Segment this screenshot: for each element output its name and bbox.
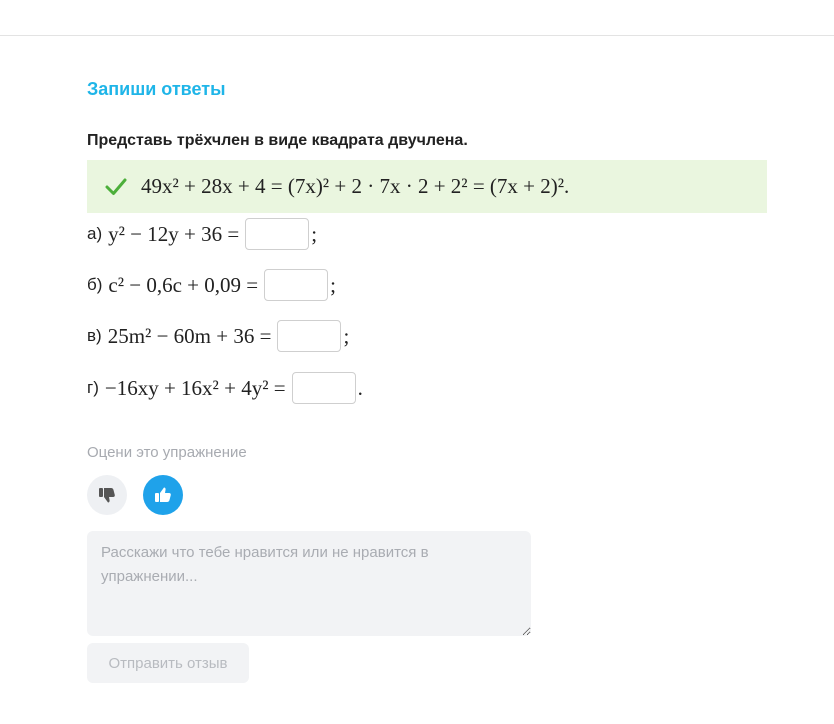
send-feedback-button[interactable]: Отправить отзыв: [87, 643, 249, 683]
thumbs-down-icon: [97, 485, 117, 505]
section-title: Запиши ответы: [87, 79, 226, 99]
task-expression: −16xy + 16x² + 4y² =: [104, 375, 286, 400]
like-button[interactable]: [143, 475, 183, 515]
task-expression: y² − 12y + 36 =: [108, 221, 240, 246]
checkmark-icon: [105, 177, 127, 197]
top-bar: [0, 0, 834, 36]
task-expression: c² − 0,6c + 0,09 =: [108, 272, 259, 297]
answer-input-b[interactable]: [264, 269, 328, 301]
task-label: в): [87, 326, 102, 345]
task-end: ;: [330, 272, 336, 297]
answer-input-a[interactable]: [245, 218, 309, 250]
example-formula: 49x² + 28x + 4 = (7x)² + 2 · 7x · 2 + 2² = (7x + 2)².: [141, 174, 570, 198]
task-label: а): [87, 224, 103, 243]
task-row-a: [87, 216, 317, 252]
task-label: б): [87, 275, 103, 294]
rating-label: Оцени это упражнение: [87, 444, 247, 461]
task-row-b: [87, 267, 336, 303]
task-label: г): [87, 378, 99, 397]
exercise-instruction: Представь трёхчлен в виде квадрата двучлена.: [87, 132, 468, 149]
task-end: ;: [343, 323, 350, 348]
thumbs-up-icon: [153, 485, 173, 505]
dislike-button[interactable]: [87, 475, 127, 515]
answer-input-v[interactable]: [277, 320, 341, 352]
task-expression: 25m² − 60m + 36 =: [107, 323, 272, 348]
answer-input-g[interactable]: [292, 372, 356, 404]
task-row-v: [87, 318, 349, 354]
feedback-textarea[interactable]: [87, 531, 531, 636]
task-end: .: [357, 375, 363, 400]
task-end: ;: [311, 221, 318, 246]
solved-example: [87, 160, 767, 213]
task-row-g: [87, 370, 363, 406]
